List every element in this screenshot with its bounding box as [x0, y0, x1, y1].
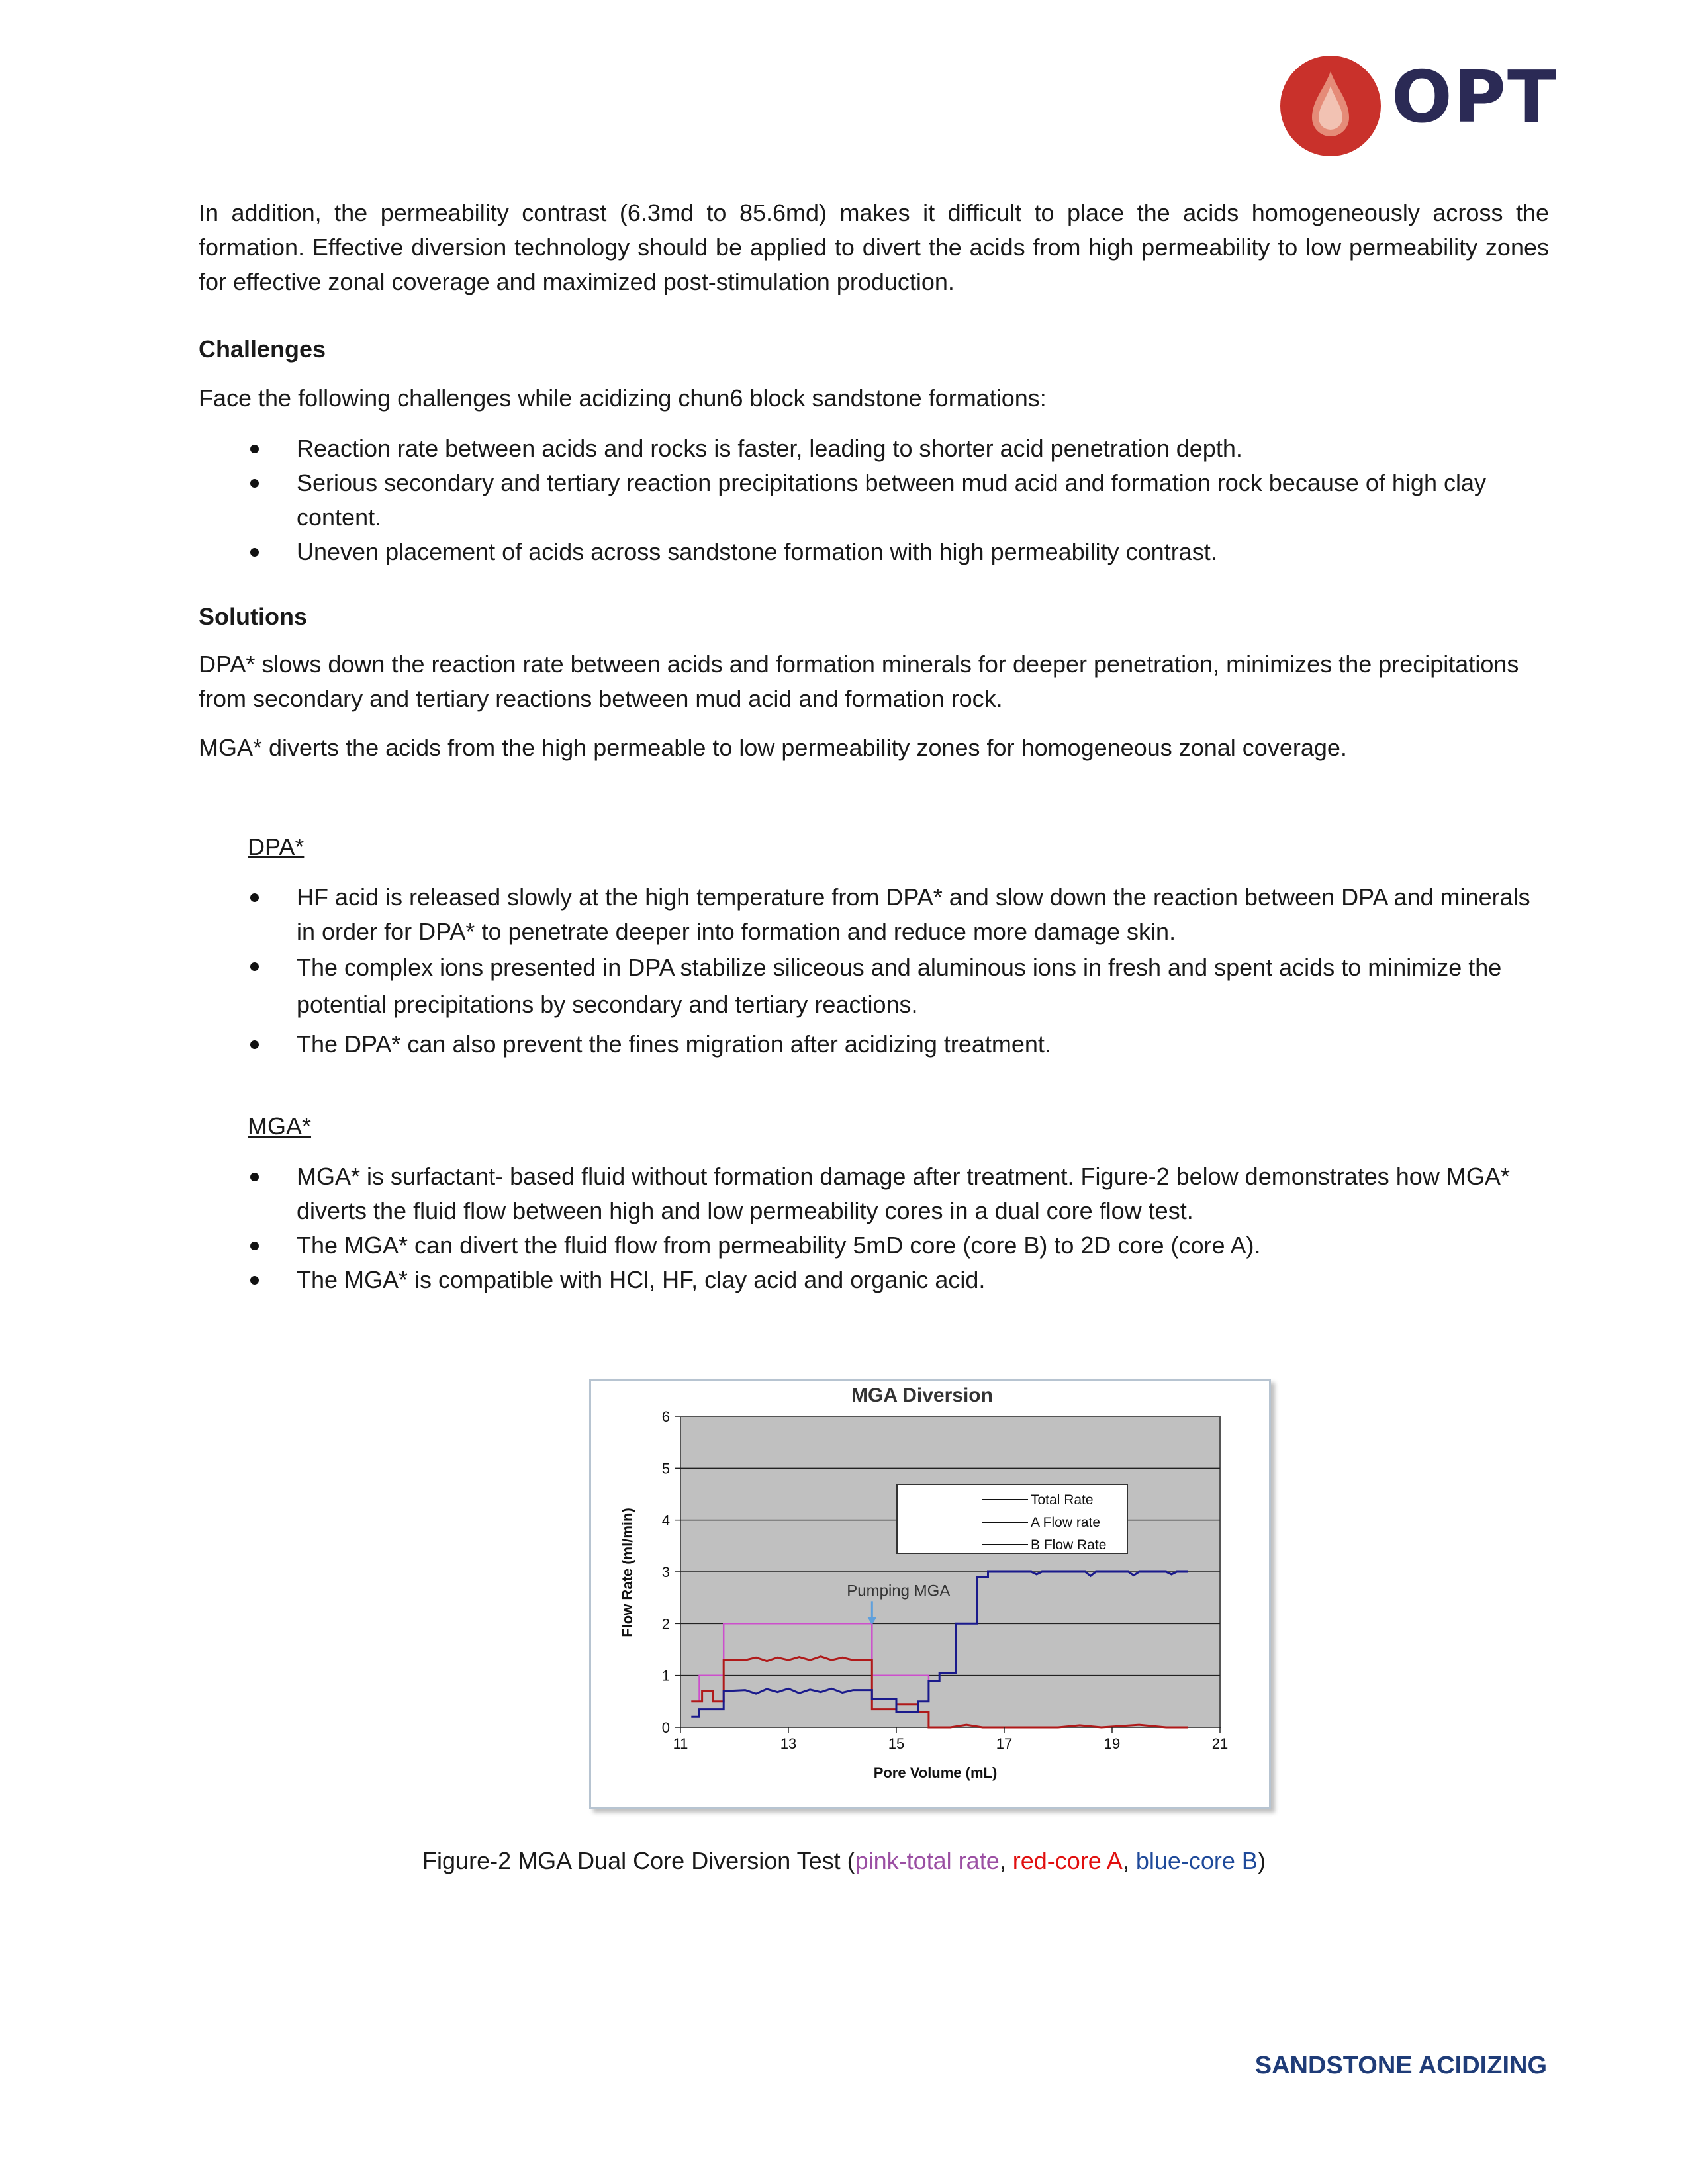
- caption-prefix: Figure-2 MGA Dual Core Diversion Test (: [422, 1847, 855, 1874]
- x-axis-label: Pore Volume (mL): [873, 1764, 998, 1781]
- dpa-list: [199, 880, 1549, 1062]
- y-tick-label: 3: [661, 1564, 670, 1580]
- dpa-heading: DPA*: [248, 833, 305, 860]
- opt-logo-icon: [1278, 53, 1383, 159]
- challenges-lead: Face the following challenges while acidizing chun6 block sandstone formations:: [199, 385, 1047, 412]
- footer-section-title: SANDSTONE ACIDIZING: [1254, 2052, 1547, 2079]
- challenges-heading: Challenges: [199, 336, 326, 363]
- y-tick-label: 6: [661, 1408, 670, 1425]
- logo-wordmark: OPT: [1391, 56, 1558, 139]
- y-tick-label: 1: [661, 1667, 670, 1684]
- challenges-list: [199, 432, 1549, 569]
- caption-pink: pink-total rate: [855, 1847, 1000, 1874]
- mga-list: [199, 1160, 1549, 1297]
- mga-heading: MGA*: [248, 1113, 312, 1140]
- mga-diversion-chart: [589, 1379, 1271, 1809]
- list-item: Uneven placement of acids across sandstone formation with high permeability contrast.: [199, 535, 1549, 569]
- x-tick-label: 15: [888, 1735, 905, 1752]
- legend-total-rate: Total Rate: [1031, 1492, 1094, 1508]
- caption-separator: ,: [1122, 1847, 1136, 1874]
- y-axis-label: Flow Rate (ml/min): [619, 1508, 635, 1637]
- y-tick-label: 5: [661, 1460, 670, 1477]
- x-tick-label: 13: [780, 1735, 797, 1752]
- caption-separator: ,: [999, 1847, 1013, 1874]
- list-item: MGA* is surfactant- based fluid without formation damage after treatment. Figure-2 below demonstrates how MGA* diverts the fluid flow between high and low permeability cores in a dual core flow test.: [199, 1160, 1549, 1228]
- x-tick-label: 19: [1103, 1735, 1121, 1752]
- solutions-paragraph-1: DPA* slows down the reaction rate between acids and formation minerals for deeper penetration, minimizes the precipitations from secondary and tertiary reactions between mud acid and formation rock.: [199, 651, 1519, 712]
- document-body: [199, 196, 1549, 1297]
- x-tick-label: 11: [673, 1735, 688, 1752]
- y-tick-label: 2: [661, 1615, 670, 1633]
- list-item: The MGA* can divert the fluid flow from permeability 5mD core (core B) to 2D core (core A).: [199, 1228, 1549, 1263]
- caption-blue: blue-core B: [1135, 1847, 1258, 1874]
- list-item: Reaction rate between acids and rocks is faster, leading to shorter acid penetration depth.: [199, 432, 1549, 466]
- chart-svg: [591, 1381, 1269, 1807]
- list-item: Serious secondary and tertiary reaction precipitations between mud acid and formation rock because of high clay content.: [199, 466, 1549, 535]
- caption-red: red-core A: [1012, 1847, 1123, 1874]
- legend-b-flow-rate: B Flow Rate: [1031, 1537, 1107, 1553]
- opt-logo: [1278, 53, 1556, 159]
- caption-suffix: ): [1257, 1847, 1266, 1874]
- intro-paragraph: In addition, the permeability contrast (6.3md to 85.6md) makes it difficult to place the acids homogeneously across the formation. Effective diversion technology should be applied to divert the acids from high permeability to low permeability zones for effective zonal coverage and maximized post-stimulation production.: [199, 199, 1549, 295]
- list-item: The MGA* is compatible with HCl, HF, clay acid and organic acid.: [199, 1263, 1549, 1297]
- annotation-text: Pumping MGA: [847, 1582, 951, 1600]
- figure-caption: [0, 1844, 1688, 1878]
- solutions-heading: Solutions: [199, 603, 307, 630]
- list-item: The complex ions presented in DPA stabilize siliceous and aluminous ions in fresh and spent acids to minimize the potential precipitations by secondary and tertiary reactions.: [199, 949, 1549, 1023]
- y-tick-label: 0: [661, 1719, 670, 1736]
- solutions-paragraph-2: MGA* diverts the acids from the high permeable to low permeability zones for homogeneous zonal coverage.: [199, 734, 1347, 761]
- x-tick-label: 17: [996, 1735, 1013, 1752]
- y-tick-label: 4: [661, 1512, 670, 1529]
- chart-title: MGA Diversion: [851, 1385, 993, 1406]
- x-tick-label: 21: [1211, 1735, 1229, 1752]
- list-item: The DPA* can also prevent the fines migration after acidizing treatment.: [199, 1027, 1549, 1062]
- chart-legend: [897, 1484, 1127, 1553]
- list-item: HF acid is released slowly at the high temperature from DPA* and slow down the reaction between DPA and minerals in order for DPA* to penetrate deeper into formation and reduce more damage skin.: [199, 880, 1549, 949]
- legend-a-flow-rate: A Flow rate: [1031, 1515, 1101, 1530]
